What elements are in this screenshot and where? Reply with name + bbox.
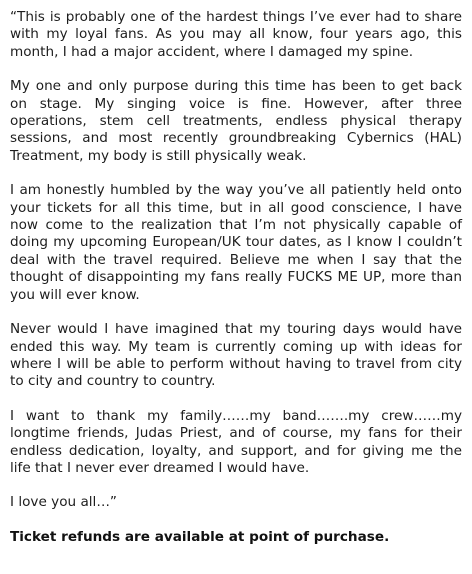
paragraph-purpose: My one and only purpose during this time has been to get back on stage. My singing voice is fine. However, after three operations, stem cell treatments, endless physical therapy sessions, and most recently groundbreaking Cybernics (HAL) Treatment, my body is still physically weak. [10, 78, 462, 164]
paragraph-touring-days: Never would I have imagined that my touring days would have ended this way. My team is currently coming up with ideas for where I will be able to perform without having to travel from city to city and country to country. [10, 321, 462, 390]
paragraph-thanks: I want to thank my family……my band…….my crew……my longtime friends, Judas Priest, and of course, my fans for their endless dedication, loyalty, and support, and for giving me the life that I never ever dreamed I would have. [10, 407, 462, 476]
statement-document [10, 9, 462, 546]
paragraph-tour-cancellation: I am honestly humbled by the way you’ve all patiently held onto your tickets for all this time, but in all good conscience, I have now come to the realization that I’m not physically capable of doing my upcoming European/UK tour dates, as I know I couldn’t deal with the travel required. Believe me when I say that the thought of disappointing my fans really FUCKS ME UP, more than you will ever know. [10, 182, 462, 303]
paragraph-opening: “This is probably one of the hardest things I’ve ever had to share with my loyal fans. As you may all know, four years ago, this month, I had a major accident, where I damaged my spine. [10, 9, 462, 60]
refund-notice: Ticket refunds are available at point of purchase. [10, 528, 390, 545]
paragraph-closing: I love you all…” [10, 494, 117, 511]
